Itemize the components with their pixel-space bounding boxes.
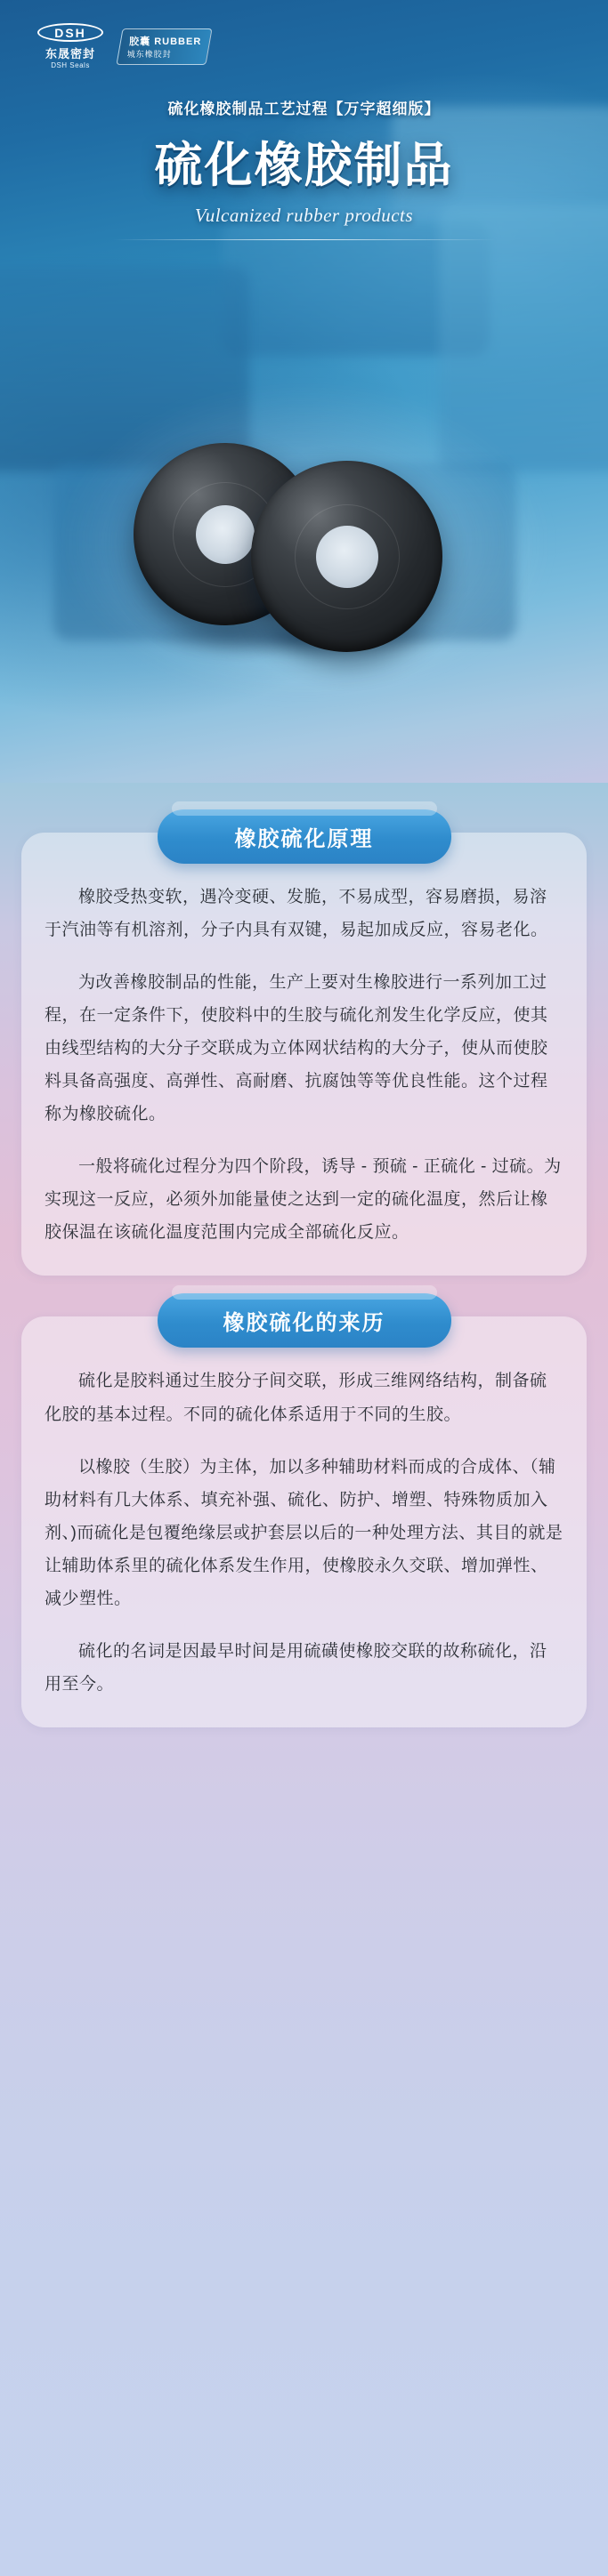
- logo-company-name-en: DSH Seals: [51, 61, 90, 69]
- logo-badge: [116, 28, 212, 65]
- section-heading: 橡胶硫化的来历: [158, 1293, 451, 1348]
- section-paragraph: 硫化是胶料通过生胶分子间交联，形成三维网络结构，制备硫化胶的基本过程。不同的硫化体系适用于不同的生胶。: [45, 1372, 547, 1424]
- page-subtitle-en: Vulcanized rubber products: [194, 205, 414, 226]
- rubber-disc-front: [251, 461, 442, 652]
- article-content: [0, 783, 608, 1804]
- title-divider: [113, 239, 496, 240]
- section-heading: 橡胶硫化原理: [158, 809, 451, 864]
- section-paragraph: 橡胶受热变软，遇冷变硬、发脆，不易成型，容易磨损，易溶于汽油等有机溶剂，分子内具有双键，易起加成反应，容易老化。: [45, 888, 548, 940]
- section-paragraph: 硫化的名词是因最早时间是用硫磺使橡胶交联的故称硫化，沿用至今。: [45, 1641, 547, 1694]
- hero-banner: [0, 0, 608, 783]
- hero-eyebrow: 硫化橡胶制品工艺过程【万字超细版】: [167, 101, 441, 117]
- disc-ring: [295, 504, 400, 609]
- logo-oval-text: DSH: [37, 23, 103, 42]
- section-card: [21, 1311, 587, 1727]
- logo-mark: [32, 23, 109, 69]
- section-paragraph: 一般将硫化过程分为四个阶段，诱导 - 预硫 - 正硫化 - 过硫。为实现这一反应，必须外加能量使之达到一定的硫化温度，然后让橡胶保温在该硫化温度范围内完成全部硫化反应。: [45, 1157, 562, 1243]
- section-card: [21, 827, 587, 1276]
- section-paragraph: 以橡胶（生胶）为主体，加以多种辅助材料而成的合成体、（辅助材料有几大体系、填充补强、硫化、防护、增塑、特殊物质加入剂、)而硫化是包覆绝缘层或护套层以后的一种处理方法、其目的就是让辅助体系里的硫化体系发生作用，使橡胶永久交联、增加弹性、减少塑性。: [45, 1457, 563, 1608]
- brand-logo: [32, 23, 209, 69]
- logo-badge-top-text: 胶囊 RUBBER: [129, 36, 202, 47]
- product-photo: [0, 418, 608, 703]
- hero-headline: [0, 96, 608, 240]
- logo-badge-bottom-text: 城东橡胶封: [126, 49, 172, 59]
- logo-company-name-cn: 东晟密封: [45, 47, 95, 60]
- page-title: 硫化橡胶制品: [154, 139, 454, 192]
- section-paragraph: 为改善橡胶制品的性能，生产上要对生橡胶进行一系列加工过程，在一定条件下，使胶料中的生胶与硫化剂发生化学反应，使其由线型结构的大分子交联成为立体网状结构的大分子，使从而使胶料具备高强度、高弹性、高耐磨、抗腐蚀等等优良性能。这个过程称为橡胶硫化。: [45, 973, 548, 1124]
